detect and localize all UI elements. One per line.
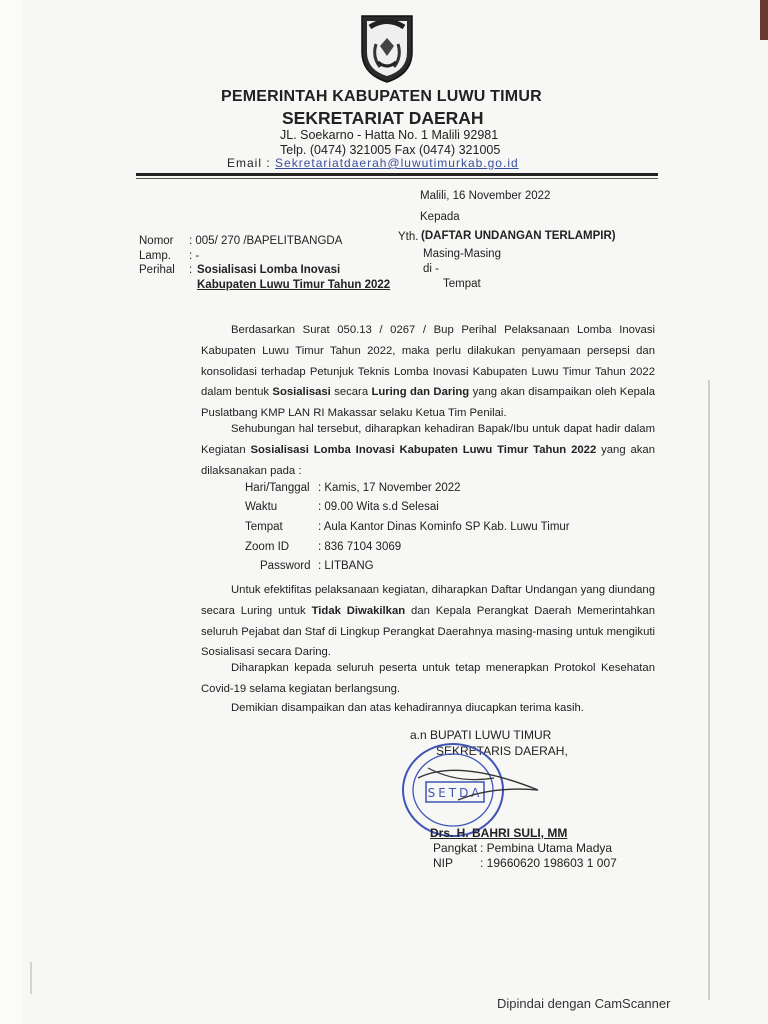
nip-value: : 19660620 198603 1 007	[480, 856, 617, 867]
letterhead-rule-thin	[136, 178, 658, 179]
p3-bold-no-proxy: Tidak Diwakilkan	[311, 604, 406, 617]
p2-bold-event: Sosialisasi Lomba Inovasi Kabupaten Luwu Timur Tahun 2022	[250, 443, 597, 456]
rank-value: : Pembina Utama Madya	[480, 841, 613, 855]
body-paragraph-3	[201, 580, 655, 663]
detail-label: Zoom ID	[245, 541, 290, 553]
signatory-name: Drs. H. BAHRI SULI, MM	[430, 826, 568, 840]
p1-text-a: Berdasarkan Surat 050.13 / 0267 / Bup Perihal Pelaksanaan Lomba Inovasi Kabupaten Luwu Timur Tahun 2022, maka perlu dilakukan penyamaan persepsi dan konsolidasi terhadap Petunjuk Teknis Lomba Inovasi Kabupaten Luwu Timur Tahun 2022 dalam bentuk	[201, 324, 655, 399]
detail-value: : LITBANG	[318, 560, 374, 572]
p1-text-c: secara	[330, 386, 372, 399]
lamp-label: Lamp.	[139, 250, 171, 262]
tempat-label: Tempat	[443, 278, 481, 290]
rank-label: Pangkat	[433, 841, 478, 855]
office-phone: Telp. (0474) 321005 Fax (0474) 321005	[280, 143, 501, 157]
p5-text: Demikian disampaikan dan atas kehadirannya diucapkan terima kasih.	[231, 702, 584, 714]
government-name: PEMERINTAH KABUPATEN LUWU TIMUR	[221, 88, 542, 105]
yth-label: Yth.	[398, 231, 419, 243]
perihal-colon: :	[189, 264, 193, 276]
regency-logo-icon	[358, 12, 416, 84]
letterhead-rule	[136, 173, 658, 176]
perihal-line1: Sosialisasi Lomba Inovasi	[197, 264, 341, 276]
nomor-value: : 005/ 270 /BAPELITBANGDA	[189, 235, 343, 247]
place-date: Malili, 16 November 2022	[420, 190, 551, 202]
p3-text-a: Untuk efektifitas pelaksanaan kegiatan, diharapkan Daftar Undangan yang diundang secara Luring untuk	[201, 584, 655, 617]
detail-value: : 09.00 Wita s.d Selesai	[318, 501, 439, 513]
p3-text-c: dan Kepala Perangkat Daerah Memerintahkan seluruh Pejabat dan Staf di Lingkup Perangkat Daerahnya masing-masing untuk mengikuti Sosialisasi secara Daring.	[201, 604, 655, 659]
detail-value: : Aula Kantor Dinas Kominfo SP Kab. Luwu Timur	[318, 521, 570, 533]
perihal-label: Perihal	[139, 264, 175, 276]
signature-title: SEKRETARIS DAERAH,	[436, 744, 568, 758]
page-corner-mark	[760, 0, 768, 40]
body-paragraph-2	[201, 419, 655, 481]
email-link[interactable]: Sekretariatdaerah@luwutimurkab.go.id	[275, 156, 519, 170]
office-address: JL. Soekarno - Hatta No. 1 Malili 92981	[280, 128, 499, 142]
body-paragraph-4	[201, 658, 655, 700]
email-label: Email :	[227, 156, 271, 170]
p1-bold-sosialisasi: Sosialisasi	[272, 386, 331, 399]
office-email	[227, 156, 519, 170]
page-left-margin	[0, 0, 22, 1024]
p2-text-c: yang akan dilaksanakan pada :	[201, 443, 655, 477]
perihal-line2: Kabupaten Luwu Timur Tahun 2022	[197, 279, 391, 291]
scanner-watermark: Dipindai dengan CamScanner	[497, 996, 671, 1011]
detail-label: Password	[260, 560, 311, 572]
signature-an-line: a.n BUPATI LUWU TIMUR	[410, 728, 552, 742]
lamp-value: : -	[189, 250, 200, 262]
recipient: (DAFTAR UNDANGAN TERLAMPIR)	[421, 230, 616, 242]
detail-value: : Kamis, 17 November 2022	[318, 482, 461, 494]
p4-text: Diharapkan kepada seluruh peserta untuk tetap menerapkan Protokol Kesehatan Covid-19 selama kegiatan berlangsung.	[201, 662, 655, 695]
kepada-label: Kepada	[420, 211, 460, 223]
detail-label: Hari/Tanggal	[245, 482, 310, 494]
office-name: SEKRETARIAT DAERAH	[282, 108, 484, 128]
detail-label: Waktu	[245, 501, 278, 513]
scan-edge-mark	[30, 962, 32, 994]
p1-bold-mode: Luring dan Daring	[371, 386, 470, 399]
stamp-text: SETDA	[427, 786, 483, 800]
body-paragraph-5	[201, 698, 655, 719]
p2-text-a: Sehubungan hal tersebut, diharapkan kehadiran Bapak/Ibu untuk dapat hadir dalam Kegiatan	[201, 423, 655, 456]
nip-label: NIP	[433, 856, 454, 867]
scan-edge-line	[708, 380, 710, 1000]
detail-value: : 836 7104 3069	[318, 541, 402, 553]
di-label: di -	[423, 263, 439, 275]
detail-label: Tempat	[245, 521, 283, 533]
nomor-label: Nomor	[139, 235, 174, 247]
p1-text-e: yang akan disampaikan oleh Kepala Puslatbang KMP LAN RI Makassar selaku Ketua Tim Penilai.	[201, 386, 655, 420]
body-paragraph-1	[201, 320, 655, 424]
recipient-line2: Masing-Masing	[423, 248, 501, 260]
